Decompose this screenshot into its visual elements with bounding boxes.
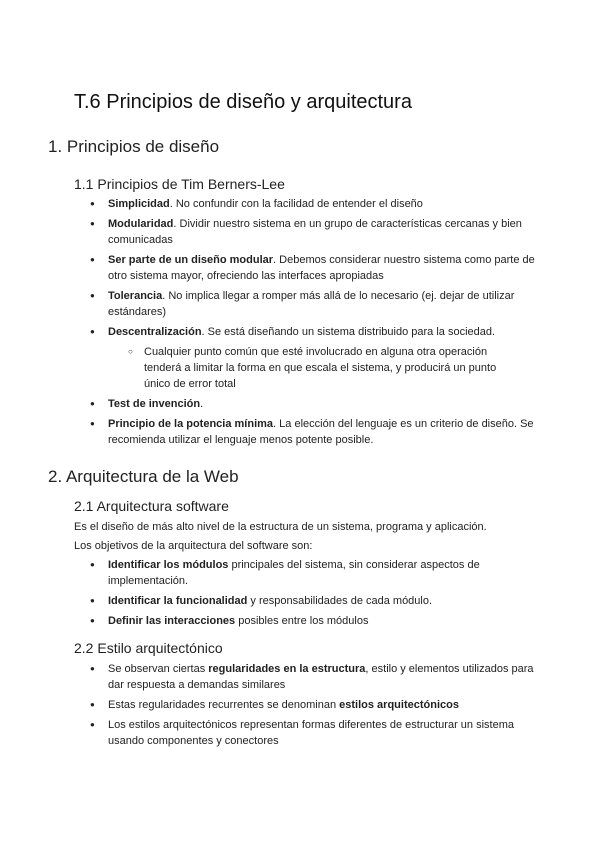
list-item: ● Se observan ciertas regularidades en la estructura, estilo y elementos utilizados para dar respuesta a demandas similares [108, 661, 538, 693]
subsection-2-2-heading: 2.2 Estilo arquitectónico [74, 640, 223, 656]
subsection-2-1-heading: 2.1 Arquitectura software [74, 498, 229, 514]
list-item: ● Los estilos arquitectónicos representan formas diferentes de estructurar un sistema usando componentes y conectores [108, 717, 538, 749]
paragraph: Los objetivos de la arquitectura del software son: [74, 540, 313, 552]
section-1-heading: 1. Principios de diseño [48, 137, 220, 156]
list-item: ● Simplicidad. No confundir con la facilidad de entender el diseño [108, 196, 538, 212]
list-item: ● Tolerancia. No implica llegar a romper más allá de lo necesario (ej. dejar de utilizar estándares) [108, 288, 538, 320]
list-item: ● Ser parte de un diseño modular. Debemos considerar nuestro sistema como parte de otro sistema mayor, ofreciendo las interfaces apropiadas [108, 252, 538, 284]
subsection-1-1-heading: 1.1 Principios de Tim Berners-Lee [74, 176, 285, 192]
list-item: ● Descentralización. Se está diseñando un sistema distribuido para la sociedad. ○ Cualquier punto común que esté involucrado en alguna otra operación tenderá a limitar la forma en que escala el sistema, y producirá un punto único de error total [108, 324, 538, 392]
document-title: T.6 Principios de diseño y arquitectura [74, 91, 412, 113]
objectives-list [108, 557, 538, 633]
list-item: ● Definir las interacciones posibles entre los módulos [108, 613, 538, 629]
list-item: ● Modularidad. Dividir nuestro sistema en un grupo de características cercanas y bien comunicadas [108, 216, 538, 248]
list-item: ● Principio de la potencia mínima. La elección del lenguaje es un criterio de diseño. Se recomienda utilizar el lenguaje menos potente posible. [108, 416, 538, 448]
list-item: ● Test de invención. [108, 396, 538, 412]
styles-list [108, 661, 538, 753]
sub-list [144, 344, 514, 392]
principles-list [108, 196, 538, 452]
list-item: ● Identificar los módulos principales del sistema, sin considerar aspectos de implementación. [108, 557, 538, 589]
sub-list-item: ○ Cualquier punto común que esté involucrado en alguna otra operación tenderá a limitar la forma en que escala el sistema, y producirá un punto único de error total [144, 344, 514, 392]
list-item: ● Identificar la funcionalidad y responsabilidades de cada módulo. [108, 593, 538, 609]
list-item: ● Estas regularidades recurrentes se denominan estilos arquitectónicos [108, 697, 538, 713]
paragraph: Es el diseño de más alto nivel de la estructura de un sistema, programa y aplicación. [74, 521, 487, 533]
section-2-heading: 2. Arquitectura de la Web [48, 467, 239, 486]
